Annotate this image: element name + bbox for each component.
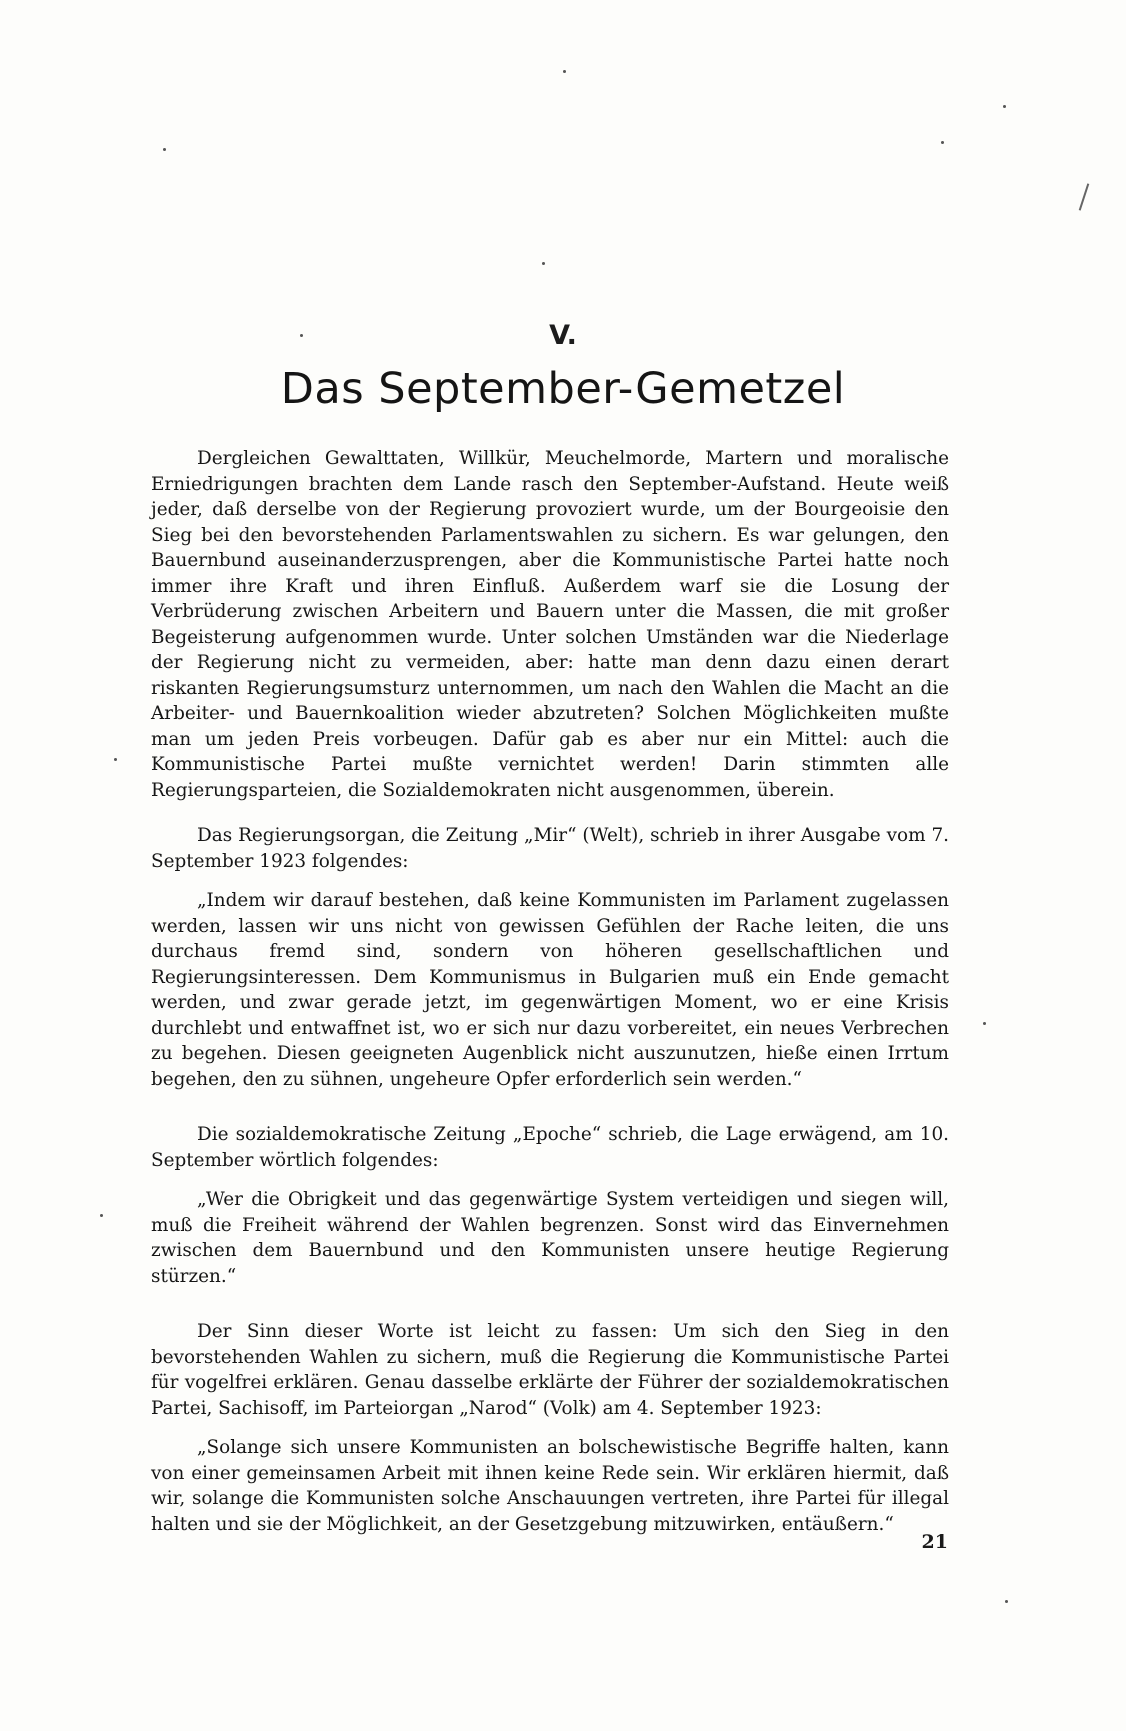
- chapter-title: Das September-Gemetzel: [280, 364, 846, 414]
- stray-mark: [1079, 183, 1090, 210]
- print-speck: [163, 148, 166, 151]
- page-number: 21: [921, 1531, 948, 1553]
- paragraph: Dergleichen Gewalttaten, Willkür, Meuchelmorde, Martern und moralische Erniedrigungen brachten dem Lande rasch den September-Aufstand. Heute weiß jeder, daß derselbe von der Regierung provoziert wurde, um der Bourgeoisie den Sieg bei den bevorstehenden Parlamentswahlen zu sichern. Es war gelungen, den Bauernbund auseinanderzusprengen, aber die Kommunistische Partei hatte noch immer ihre Kraft und ihren Einfluß. Außerdem warf sie die Losung der Verbrüderung zwischen Arbeitern und Bauern unter die Massen, die mit großer Begeisterung aufgenommen wurde. Unter solchen Umständen war die Niederlage der Regierung nicht zu vermeiden, aber: hatte man denn dazu einen derart riskanten Regierungsumsturz unternommen, um nach den Wahlen die Macht an die Arbeiter- und Bauernkoalition wieder abzutreten? Solchen Möglichkeiten mußte man um jeden Preis vorbeugen. Dafür gab es aber nur ein Mittel: auch die Kommunistische Partei mußte vernichtet werden! Darin stimmten alle Regierungsparteien, die Sozialdemokraten nicht ausgenommen, überein.: [151, 448, 949, 801]
- print-speck: [983, 1022, 986, 1025]
- quote-paragraph: „Solange sich unsere Kommunisten an bolschewistische Begriffe halten, kann von einer gemeinsamen Arbeit mit ihnen keine Rede sein. Wir erklären hiermit, daß wir, solange die Kommunisten solche Anschauungen vertreten, ihre Partei für illegal halten und sie der Möglichkeit, an der Gesetzgebung mitzuwirken, entäußern.“: [151, 1437, 949, 1535]
- print-speck: [563, 70, 566, 73]
- paragraph: Das Regierungsorgan, die Zeitung „Mir“ (Welt), schrieb in ihrer Ausgabe vom 7. September 1923 folgendes:: [151, 825, 949, 872]
- paragraph: Die sozialdemokratische Zeitung „Epoche“ schrieb, die Lage erwägend, am 10. September wörtlich folgendes:: [151, 1124, 949, 1171]
- quote-paragraph: „Indem wir darauf bestehen, daß keine Kommunisten im Parlament zugelassen werden, lassen wir uns nicht von gewissen Gefühlen der Rache leiten, die uns durchaus fremd sind, sondern von höheren gesellschaftlichen und Regierungsinteressen. Dem Kommunismus in Bulgarien muß ein Ende gemacht werden, und zwar gerade jetzt, im gegenwärtigen Moment, wo er eine Krisis durchlebt und entwaffnet ist, wo er sich nur dazu vorbereitet, ein neues Verbrechen zu begehen. Diesen geeigneten Augenblick nicht auszunutzen, hieße einen Irrtum begehen, den zu sühnen, ungeheure Opfer erforderlich sein werden.“: [151, 890, 949, 1090]
- quote-paragraph: „Wer die Obrigkeit und das gegenwärtige System verteidigen und siegen will, muß die Freiheit während der Wahlen begrenzen. Sonst wird das Einvernehmen zwischen dem Bauernbund und den Kommunisten unsere heutige Regierung stürzen.“: [151, 1189, 949, 1287]
- print-speck: [542, 262, 545, 265]
- chapter-body: [151, 446, 949, 1537]
- print-speck: [114, 758, 117, 761]
- print-speck: [1005, 1600, 1008, 1603]
- paragraph: Der Sinn dieser Worte ist leicht zu fassen: Um sich den Sieg in den bevorstehenden Wahlen zu sichern, muß die Regierung die Kommunistische Partei für vogelfrei erklären. Genau dasselbe erklärte der Führer der sozialdemokratischen Partei, Sachisoff, im Parteiorgan „Narod“ (Volk) am 4. September 1923:: [151, 1321, 949, 1419]
- chapter-number: V.: [549, 320, 577, 351]
- print-speck: [941, 141, 944, 144]
- print-speck: [100, 1214, 103, 1217]
- print-speck: [1003, 105, 1006, 108]
